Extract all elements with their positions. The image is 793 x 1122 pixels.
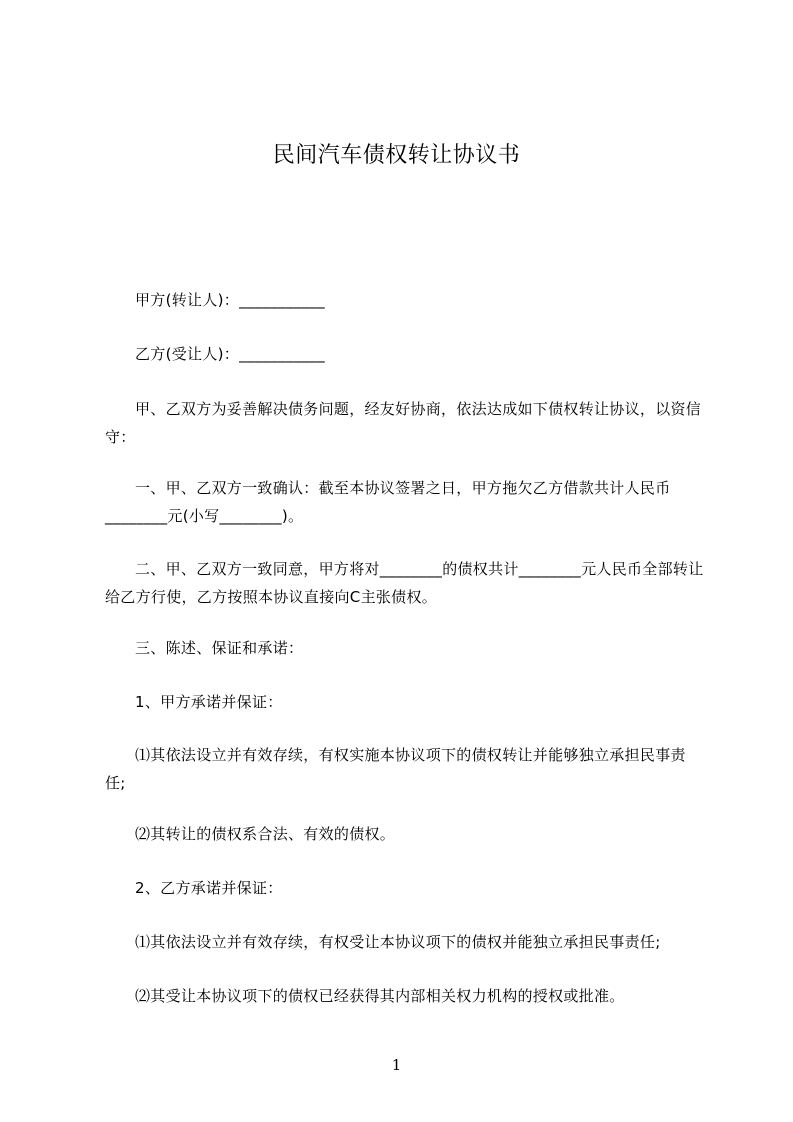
- clause-2-paragraph: 二、甲、乙双方一致同意，甲方将对________的债权共计________元人民币全部转让给乙方行使，乙方按照本协议直接向C主张债权。: [105, 560, 704, 606]
- party-a-warranty-item-2: ⑵其转让的债权系合法、有效的债权。: [135, 825, 396, 843]
- document-title: 民间汽车债权转让协议书: [272, 143, 521, 168]
- party-a-warranty-item-1: ⑴其依法设立并有效存续，有权实施本协议项下的债权转让并能够独立承担民事责任;: [105, 746, 686, 792]
- party-b-warranty-heading: 2、乙方承诺并保证：: [135, 879, 283, 897]
- party-a-line: 甲方(转让人)：___________: [135, 291, 325, 309]
- party-b-line: 乙方(受让人)：___________: [135, 345, 325, 363]
- party-a-warranty-heading: 1、甲方承诺并保证：: [135, 693, 283, 711]
- clause-1-paragraph: 一、甲、乙双方一致确认：截至本协议签署之日，甲方拖欠乙方借款共计人民币________元(小写________)。: [105, 479, 671, 525]
- preamble-paragraph: 甲、乙双方为妥善解决债务问题，经友好协商，依法达成如下债权转让协议，以资信守：: [105, 400, 702, 446]
- clause-3-heading: 三、陈述、保证和承诺：: [135, 639, 304, 657]
- party-b-warranty-item-1: ⑴其依法设立并有效存续，有权受让本协议项下的债权并能独立承担民事责任;: [135, 933, 661, 951]
- page-number: 1: [391, 1056, 402, 1074]
- party-b-warranty-item-2: ⑵其受让本协议项下的债权已经获得其内部相关权力机构的授权或批准。: [135, 987, 625, 1005]
